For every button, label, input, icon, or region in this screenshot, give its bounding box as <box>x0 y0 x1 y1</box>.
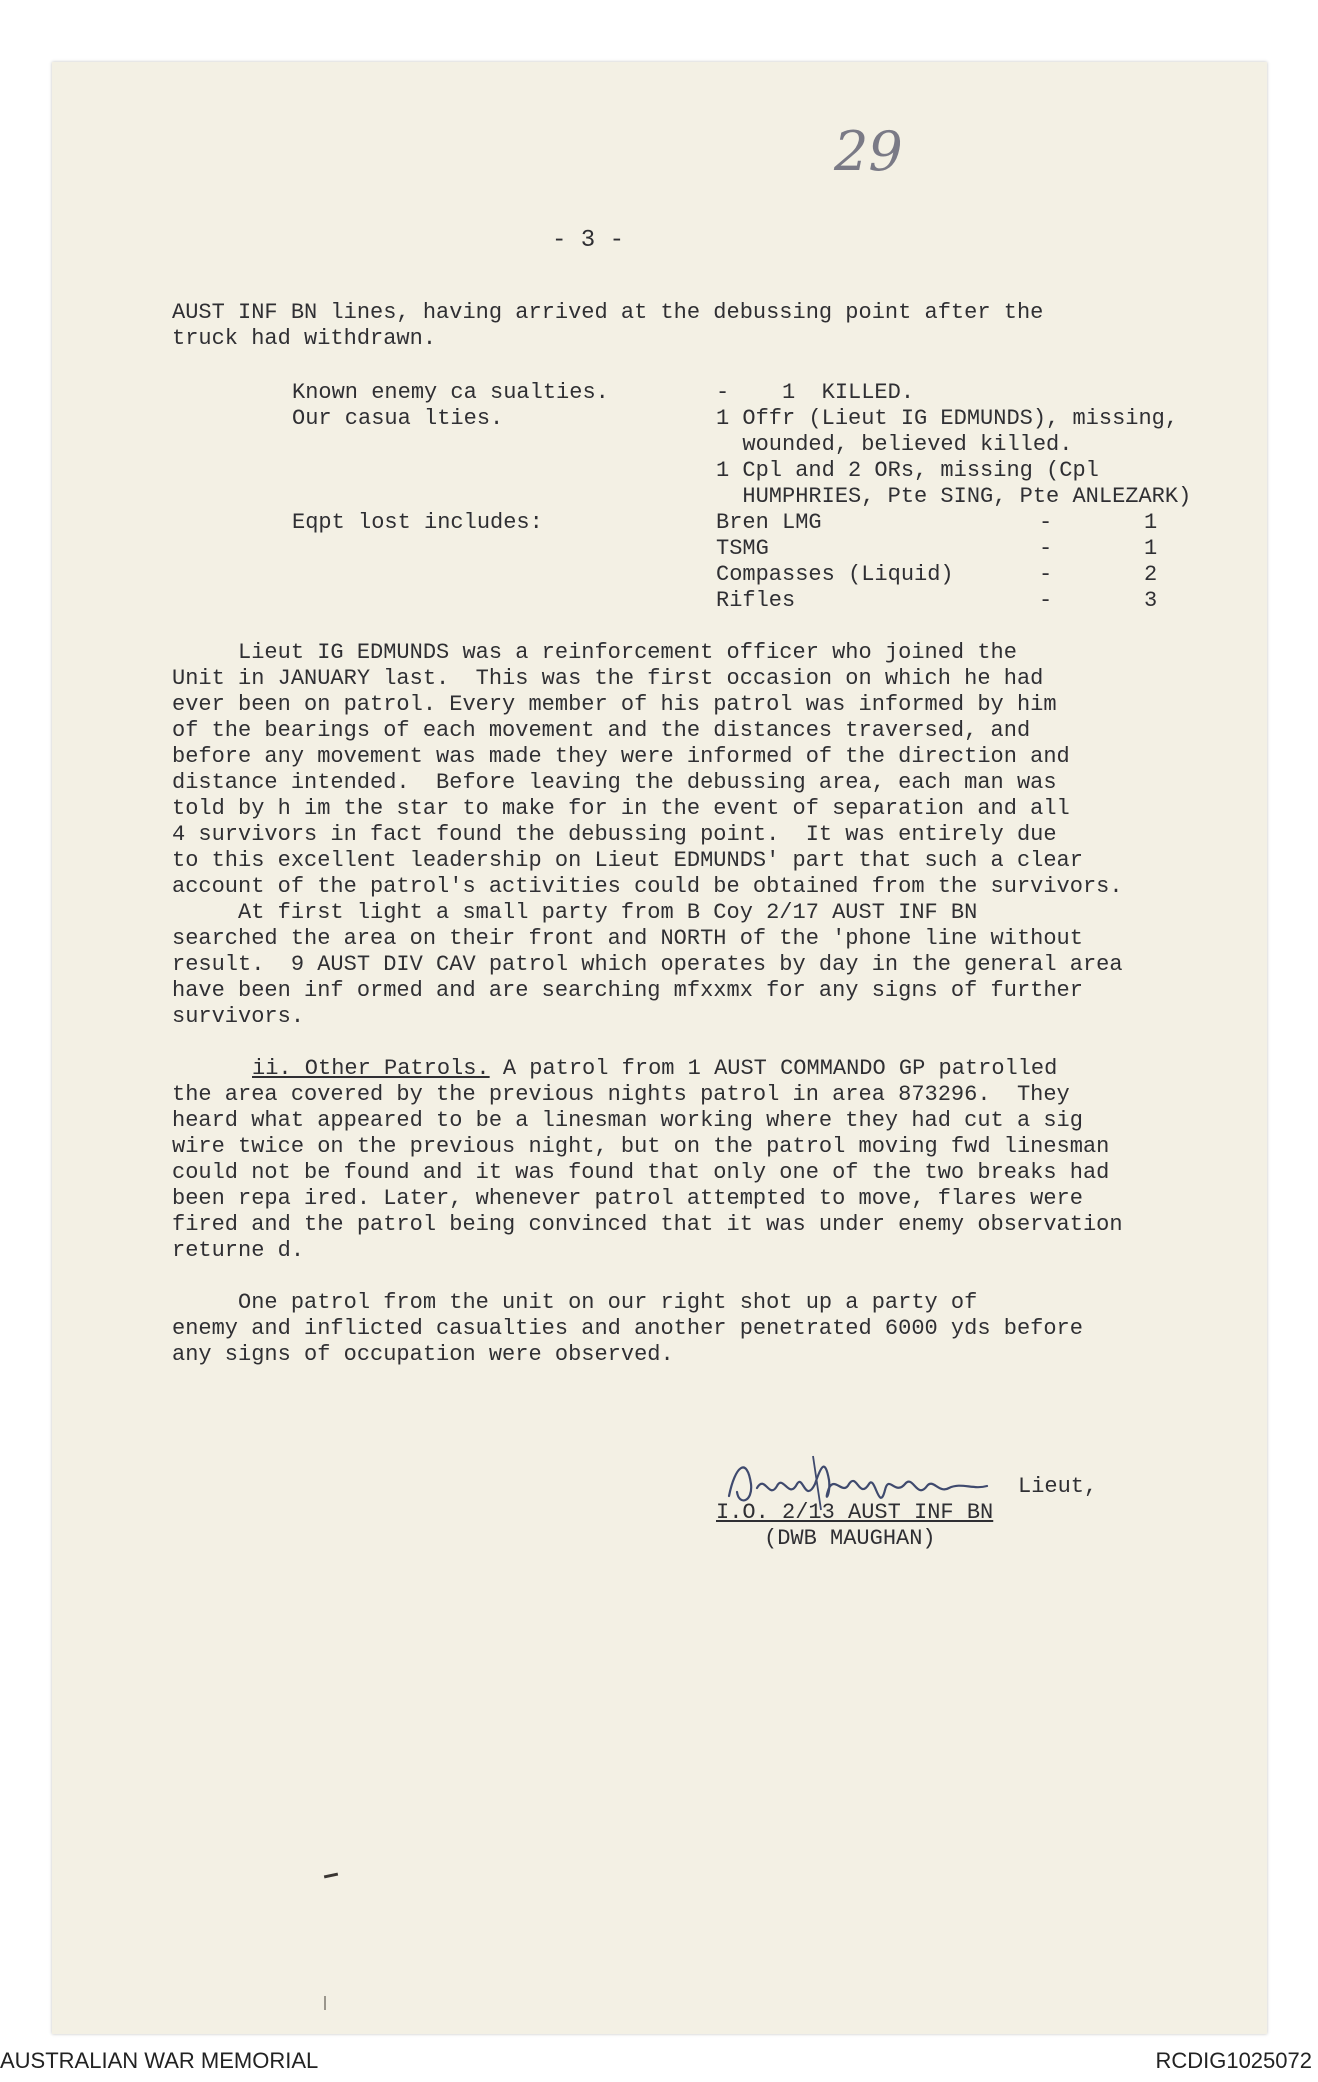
opening-line-1: AUST INF BN lines, having arrived at the debussing point after the <box>172 300 1044 325</box>
paragraph-line: wire twice on the previous night, but on the patrol moving fwd linesman <box>172 1134 1110 1159</box>
eqpt-item-dash: - <box>1039 510 1053 535</box>
eqpt-item-name: TSMG <box>716 536 769 561</box>
paragraph-line: survivors. <box>172 1004 305 1029</box>
paragraph-line: of the bearings of each movement and the distances traversed, and <box>172 718 1031 743</box>
known-enemy-value: - 1 KILLED. <box>716 380 915 405</box>
paragraph-line: to this excellent leadership on Lieut EDMUNDS' part that such a clear <box>172 848 1083 873</box>
paragraph-line: Unit in JANUARY last. This was the first occasion on which he had <box>172 666 1044 691</box>
paragraph-line: One patrol from the unit on our right shot up a party of <box>172 1290 978 1315</box>
paragraph-line: been repa ired. Later, whenever patrol attempted to move, flares were <box>172 1186 1083 1211</box>
our-casualties-line-4: HUMPHRIES, Pte SING, Pte ANLEZARK) <box>716 484 1192 509</box>
document-page <box>52 62 1267 2034</box>
page-number: - 3 - <box>552 227 625 254</box>
eqpt-item-dash: - <box>1039 588 1053 613</box>
paragraph-line: ever been on patrol. Every member of his patrol was informed by him <box>172 692 1057 717</box>
eqpt-item-qty: 2 <box>1144 562 1158 587</box>
our-casualties-line-1: 1 Offr (Lieut IG EDMUNDS), missing, <box>716 406 1179 431</box>
signature-name: (DWB MAUGHAN) <box>764 1526 936 1551</box>
our-casualties-label: Our casua lties. <box>292 406 504 431</box>
paragraph-line: fired and the patrol being convinced that it was under enemy observation <box>172 1212 1123 1237</box>
our-casualties-line-2: wounded, believed killed. <box>716 432 1073 457</box>
footer-left: AUSTRALIAN WAR MEMORIAL <box>0 2048 319 2073</box>
paragraph-line: At first light a small party from B Coy 2/17 AUST INF BN <box>172 900 978 925</box>
paragraph-line: 4 survivors in fact found the debussing point. It was entirely due <box>172 822 1057 847</box>
known-enemy-label: Known enemy ca sualties. <box>292 380 609 405</box>
other-patrols-first-line-rest: A patrol from 1 AUST COMMANDO GP patrolled <box>489 1056 1058 1081</box>
paragraph-line: account of the patrol's activities could be obtained from the survivors. <box>172 874 1123 899</box>
eqpt-item-qty: 1 <box>1144 536 1158 561</box>
paragraph-line: told by h im the star to make for in the event of separation and all <box>172 796 1070 821</box>
eqpt-lost-label: Eqpt lost includes: <box>292 510 543 535</box>
folio-number: 29 <box>834 120 903 183</box>
paragraph-line: have been inf ormed and are searching mfxxmx for any signs of further <box>172 978 1083 1003</box>
eqpt-item-qty: 3 <box>1144 588 1158 613</box>
eqpt-item-dash: - <box>1039 562 1053 587</box>
other-patrols-heading: ii. Other Patrols. <box>252 1056 490 1081</box>
paragraph-line: enemy and inflicted casualties and another penetrated 6000 yds before <box>172 1316 1083 1341</box>
eqpt-item-name: Compasses (Liquid) <box>716 562 954 587</box>
paragraph-line: before any movement was made they were informed of the direction and <box>172 744 1070 769</box>
our-casualties-line-3: 1 Cpl and 2 ORs, missing (Cpl <box>716 458 1099 483</box>
opening-line-2: truck had withdrawn. <box>172 326 437 351</box>
footer-right: RCDIG1025072 <box>1155 2048 1312 2073</box>
eqpt-item-dash: - <box>1039 536 1053 561</box>
eqpt-item-name: Rifles <box>716 588 796 613</box>
paragraph-line: the area covered by the previous nights patrol in area 873296. They <box>172 1082 1070 1107</box>
paragraph-line: Lieut IG EDMUNDS was a reinforcement officer who joined the <box>172 640 1017 665</box>
paragraph-line: distance intended. Before leaving the debussing area, each man was <box>172 770 1057 795</box>
signature-rank: Lieut, <box>1018 1474 1098 1499</box>
other-patrols-first-line <box>252 1056 1057 1082</box>
paragraph-line: searched the area on their front and NORTH of the 'phone line without <box>172 926 1083 951</box>
paragraph-line: result. 9 AUST DIV CAV patrol which operates by day in the general area <box>172 952 1123 977</box>
paragraph-line: any signs of occupation were observed. <box>172 1342 674 1367</box>
eqpt-item-qty: 1 <box>1144 510 1158 535</box>
paragraph-line: could not be found and it was found that only one of the two breaks had <box>172 1160 1110 1185</box>
eqpt-item-name: Bren LMG <box>716 510 822 535</box>
stray-mark <box>324 1873 338 1879</box>
stray-mark <box>324 1996 326 2010</box>
signature-appointment: I.O. 2/13 AUST INF BN <box>716 1500 994 1525</box>
paragraph-line: returne d. <box>172 1238 305 1263</box>
paragraph-line: heard what appeared to be a linesman working where they had cut a sig <box>172 1108 1083 1133</box>
